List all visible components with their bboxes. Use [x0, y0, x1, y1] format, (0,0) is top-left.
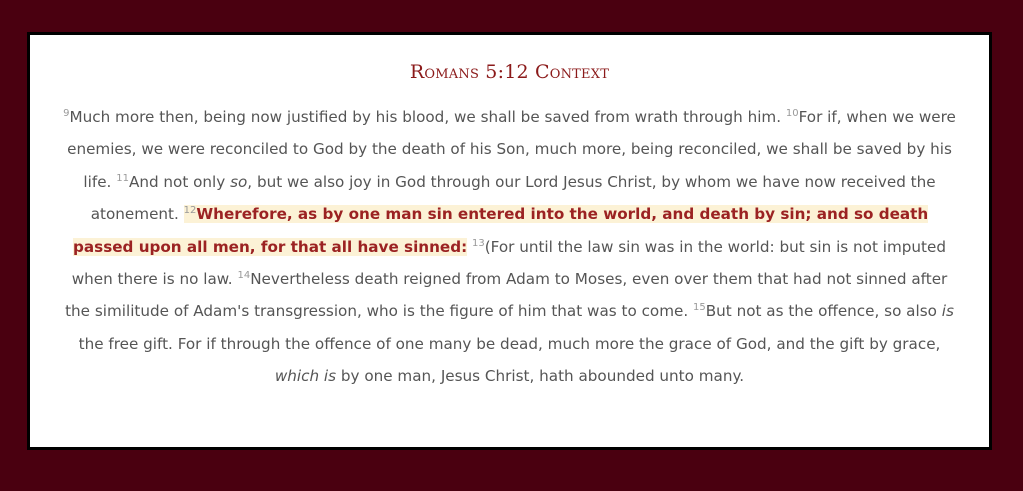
verse-number: 9	[63, 107, 70, 119]
verse-number: 12	[183, 205, 197, 217]
verse-text: (For until the law sin was in the world: but sin is not imputed when there is no law.	[71, 237, 946, 289]
verse-text: Nevertheless death reigned from Adam to Moses, even over them that had not sinned after the similitude of Adam's transgression, who is the figure of him that was to come.	[65, 270, 948, 321]
verse-text-italic: which is	[274, 367, 337, 386]
verse-number: 13	[471, 237, 485, 249]
verse-text: But not as the offence, so also	[705, 302, 942, 321]
verse-text: Much more then, being now justified by his blood, we shall be saved from wrath through him.	[69, 108, 786, 126]
verse-text: For if, when we were enemies, we were reconciled to God by the death of his Son, much more, being reconciled, we shall be saved by his life.	[67, 108, 956, 191]
context-card	[27, 32, 992, 450]
verse-9	[63, 108, 786, 126]
verse-text: And not only	[128, 172, 231, 191]
verse-text: by one man, Jesus Christ, hath abounded unto many.	[336, 367, 745, 386]
page-title: Romans 5:12 Context	[409, 61, 610, 83]
verse-text-italic: is	[941, 302, 954, 321]
verse-number: 10	[785, 107, 799, 119]
passage-text	[60, 101, 959, 393]
verse-number: 15	[693, 302, 706, 314]
verse-number: 11	[116, 172, 129, 184]
verse-number: 14	[237, 269, 251, 281]
verse-text: Wherefore, as by one man sin entered into the world, and death by sin; and so death passed upon all men, for that all have sinned:	[73, 205, 929, 256]
verse-text-italic: so	[230, 172, 248, 191]
verse-text: , but we also joy in God through our Lord Jesus Christ, by whom we have now received the atonement.	[90, 172, 936, 224]
verse-text: the free gift. For if through the offence of one many be dead, much more the grace of God, and the gift by grace,	[78, 334, 941, 353]
